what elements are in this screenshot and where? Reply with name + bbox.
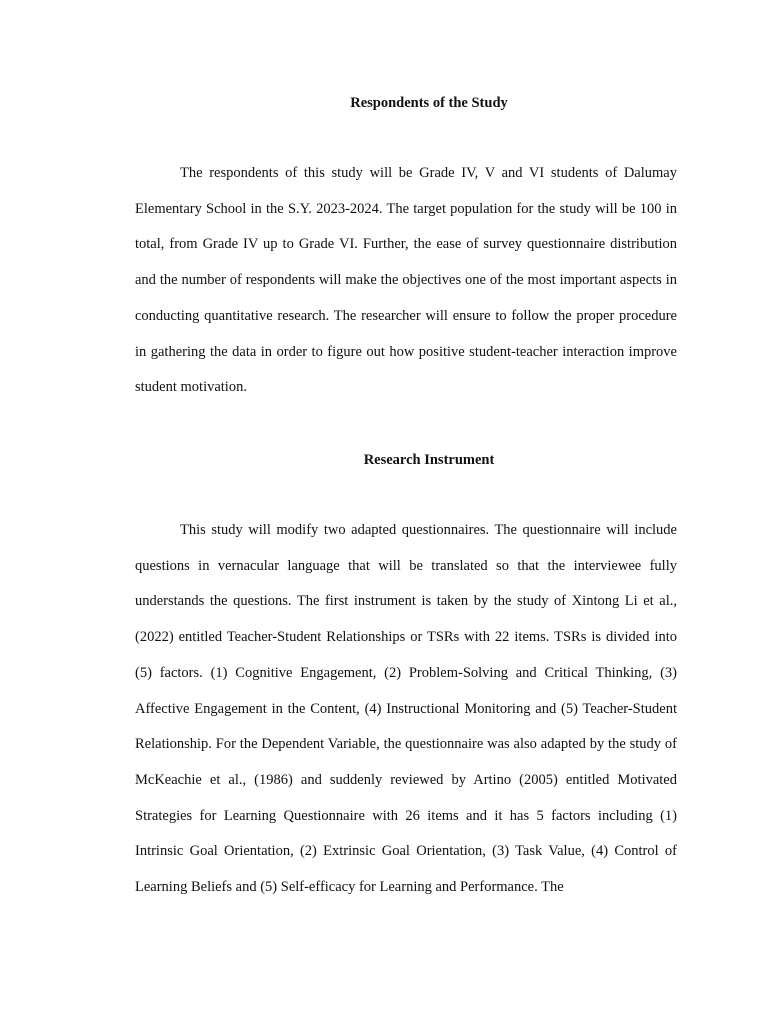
section-heading-respondents: Respondents of the Study (350, 95, 508, 111)
section-heading-research-instrument: Research Instrument (363, 452, 495, 468)
paragraph-research-instrument: This study will modify two adapted questionnaires. The questionnaire will include questions in vernacular language that will be translated so that the interviewee fully understands the questions. The first instrument is taken by the study of Xintong Li et al., (2022) entitled Teacher-Student Relationships or TSRs with 22 items. TSRs is divided into (5) factors. (1) Cognitive Engagement, (2) Problem-Solving and Critical Thinking, (3) Affective Engagement in the Content, (4) Instructional Monitoring and (5) Teacher-Student Relationship. For the Dependent Variable, the questionnaire was also adapted by the study of McKeachie et al., (1986) and suddenly reviewed by Artino (2005) entitled Motivated Strategies for Learning Questionnaire with 26 items and it has 5 factors including (1) Intrinsic Goal Orientation, (2) Extrinsic Goal Orientation, (3) Task Value, (4) Control of Learning Beliefs and (5) Self-efficacy for Learning and Performance. The (135, 522, 677, 896)
paragraph-respondents: The respondents of this study will be Grade IV, V and VI students of Dalumay Elementary School in the S.Y. 2023-2024. The target population for the study will be 100 in total, from Grade IV up to Grade VI. Further, the ease of survey questionnaire distribution and the number of respondents will make the objectives one of the most important aspects in conducting quantitative research. The researcher will ensure to follow the proper procedure in gathering the data in order to figure out how positive student-teacher interaction improve student motivation. (135, 165, 677, 396)
